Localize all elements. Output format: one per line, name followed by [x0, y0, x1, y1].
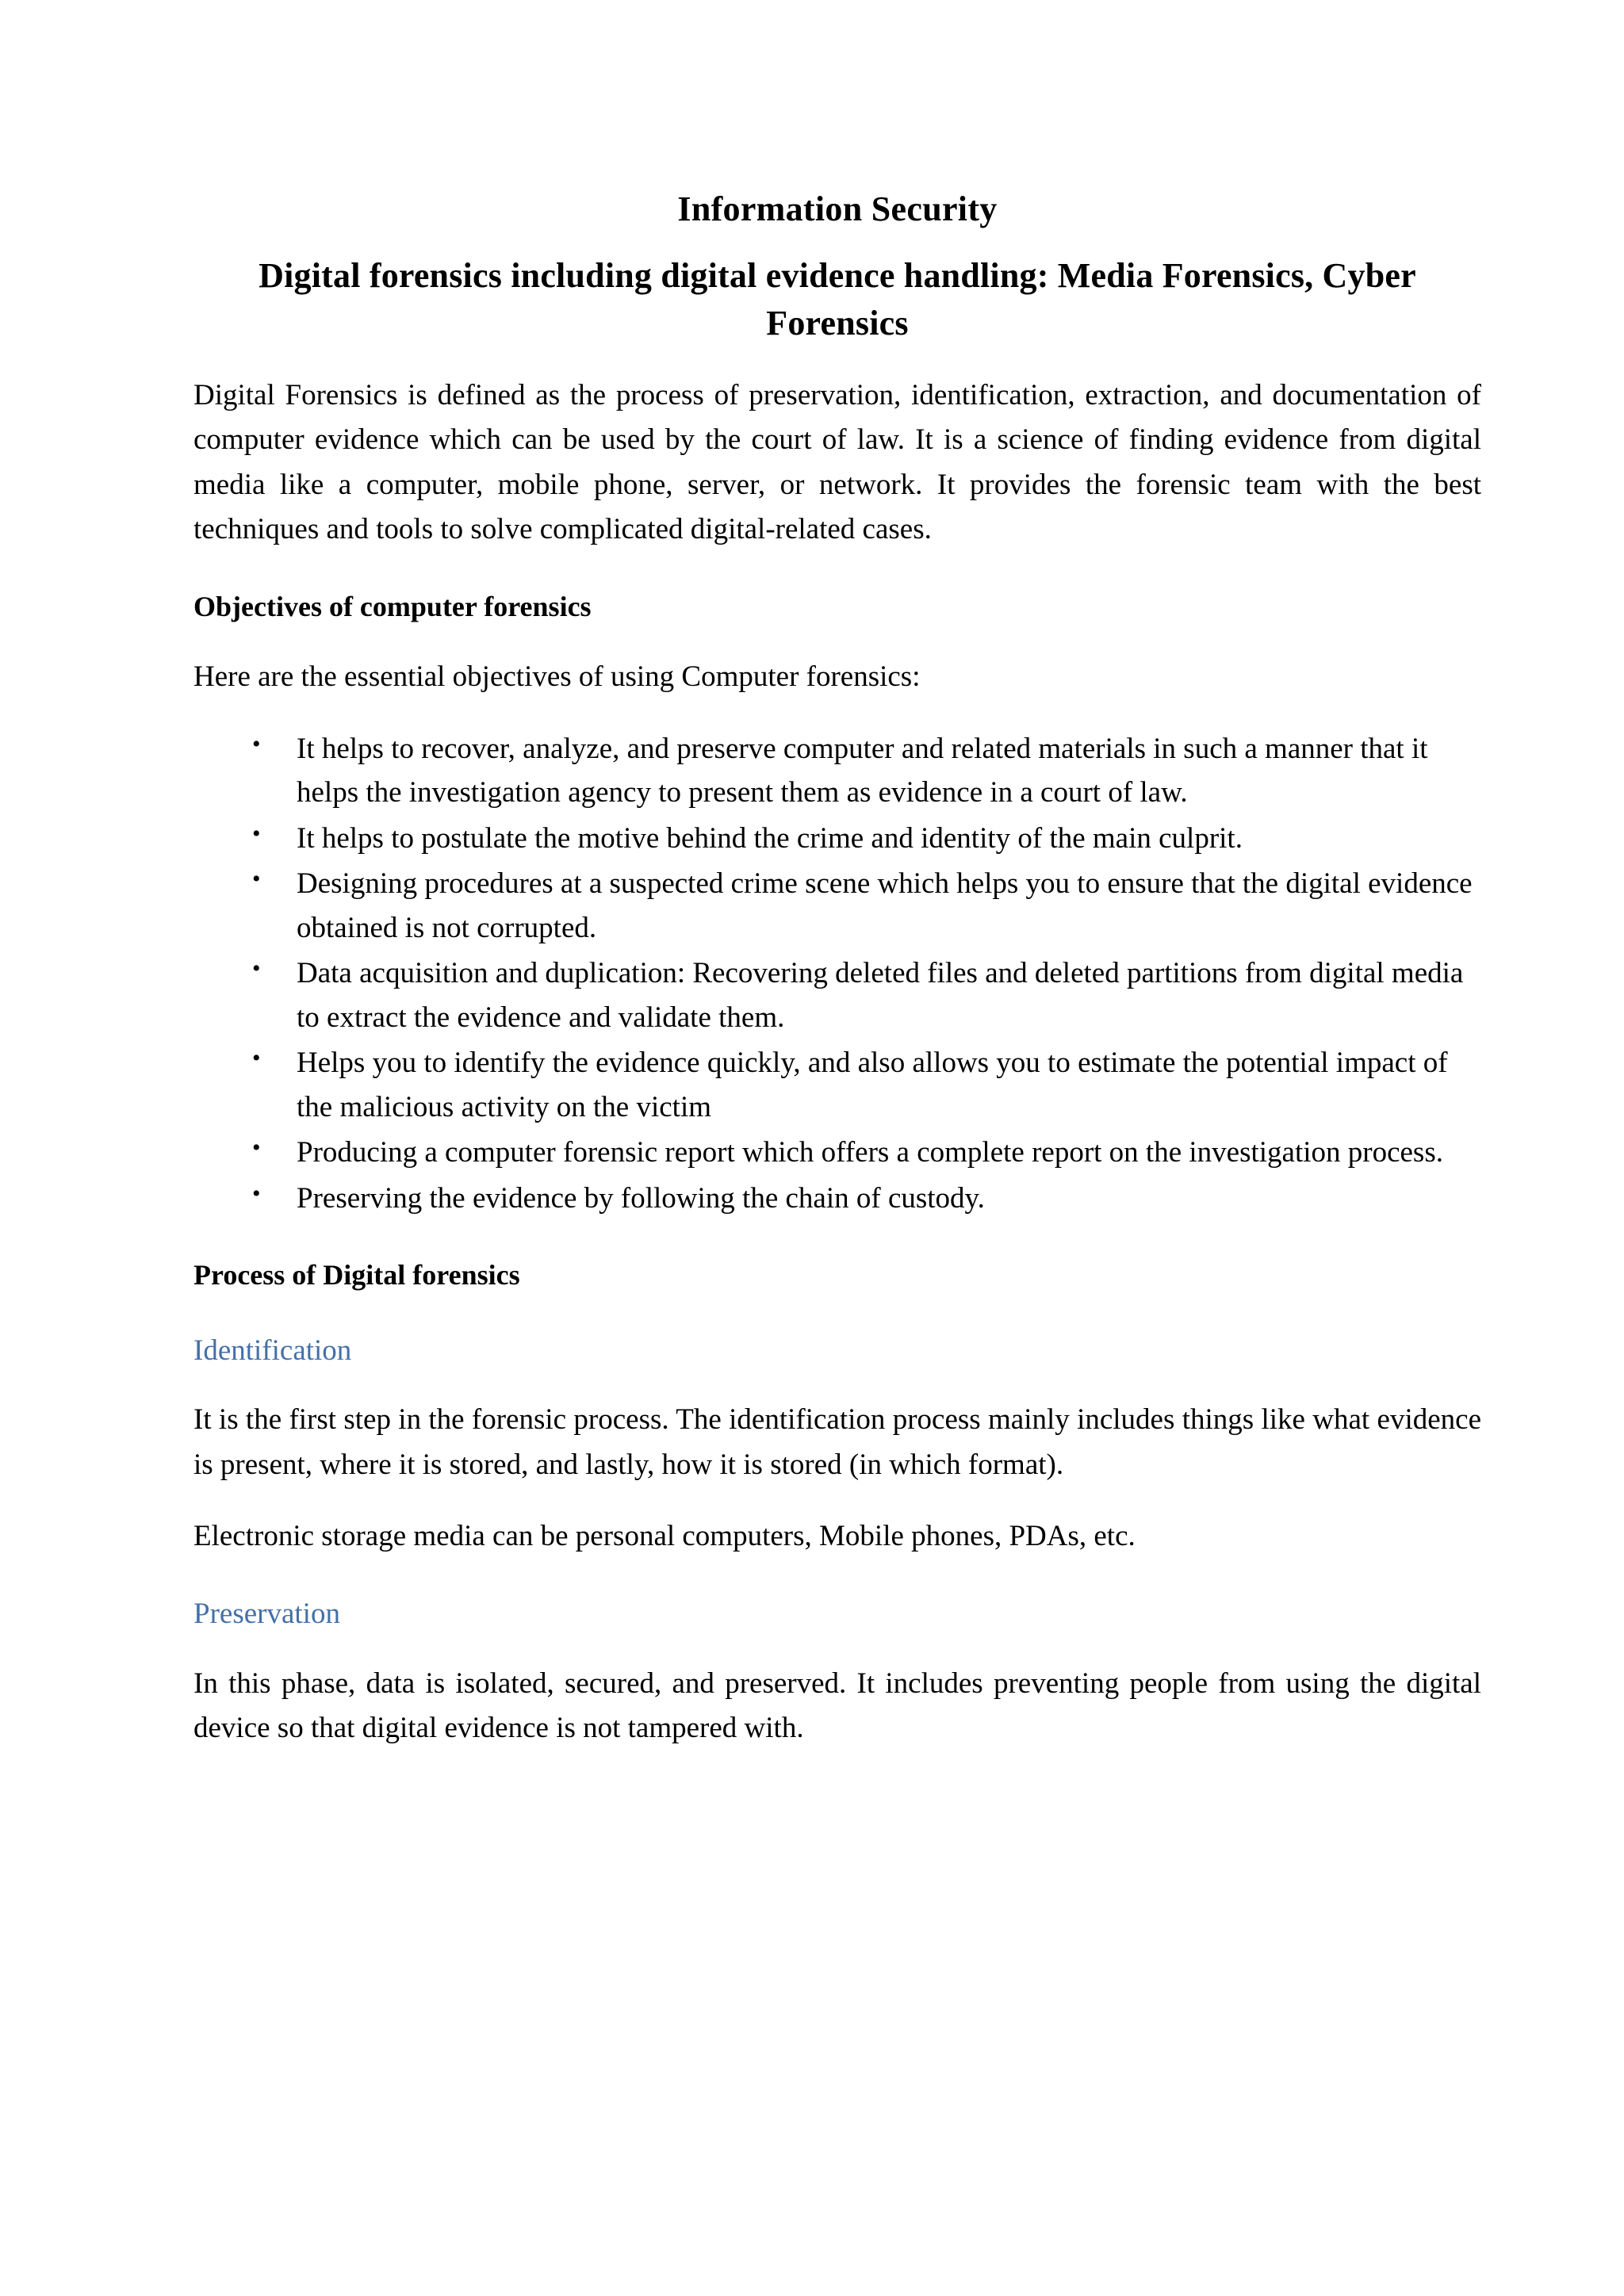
list-item: • Preserving the evidence by following the chain of custody.	[252, 1177, 1481, 1221]
list-item: • Designing procedures at a suspected crime scene which helps you to ensure that the digital evidence obtained is not corrupted.	[252, 862, 1481, 950]
preservation-heading: Preservation	[193, 1598, 340, 1631]
objectives-lead-paragraph: Here are the essential objectives of using Computer forensics:	[193, 660, 921, 694]
page-bottom-spacer	[193, 1777, 1481, 1825]
page-title: Information Security	[677, 189, 998, 228]
objectives-heading: Objectives of computer forensics	[193, 591, 592, 623]
preservation-paragraph: In this phase, data is isolated, secured, and preserved. It includes preventing people from using the digital device so that digital evidence is not tampered with.	[193, 1667, 1481, 1745]
list-item: • Helps you to identify the evidence quickly, and also allows you to estimate the potential impact of the malicious activity on the victim	[252, 1041, 1481, 1129]
list-item: • Data acquisition and duplication: Recovering deleted files and deleted partitions from digital media to extract the evidence and validate them.	[252, 951, 1481, 1039]
page-subtitle: Digital forensics including digital evidence handling: Media Forensics, Cyber Forensics	[259, 256, 1416, 342]
process-heading: Process of Digital forensics	[193, 1259, 520, 1292]
intro-paragraph: Digital Forensics is defined as the process of preservation, identification, extraction, and documentation of computer evidence which can be used by the court of law. It is a science of finding evidence from digital media like a computer, mobile phone, server, or network. It provides the forensic team with the best techniques and tools to solve complicated digital-related cases.	[193, 379, 1481, 545]
list-item: • Producing a computer forensic report which offers a complete report on the investigation process.	[252, 1131, 1481, 1175]
list-item: • It helps to recover, analyze, and preserve computer and related materials in such a manner that it helps the investigation agency to present them as evidence in a court of law.	[252, 727, 1481, 815]
list-item: • It helps to postulate the motive behind the crime and identity of the main culprit.	[252, 817, 1481, 861]
identification-heading: Identification	[193, 1334, 352, 1367]
identification-paragraph: It is the first step in the forensic process. The identification process mainly includes things like what evidence is present, where it is stored, and lastly, how it is stored (in which format).	[193, 1403, 1481, 1481]
objectives-list	[193, 727, 1481, 1221]
identification-paragraph-2: Electronic storage media can be personal computers, Mobile phones, PDAs, etc.	[193, 1519, 1136, 1552]
